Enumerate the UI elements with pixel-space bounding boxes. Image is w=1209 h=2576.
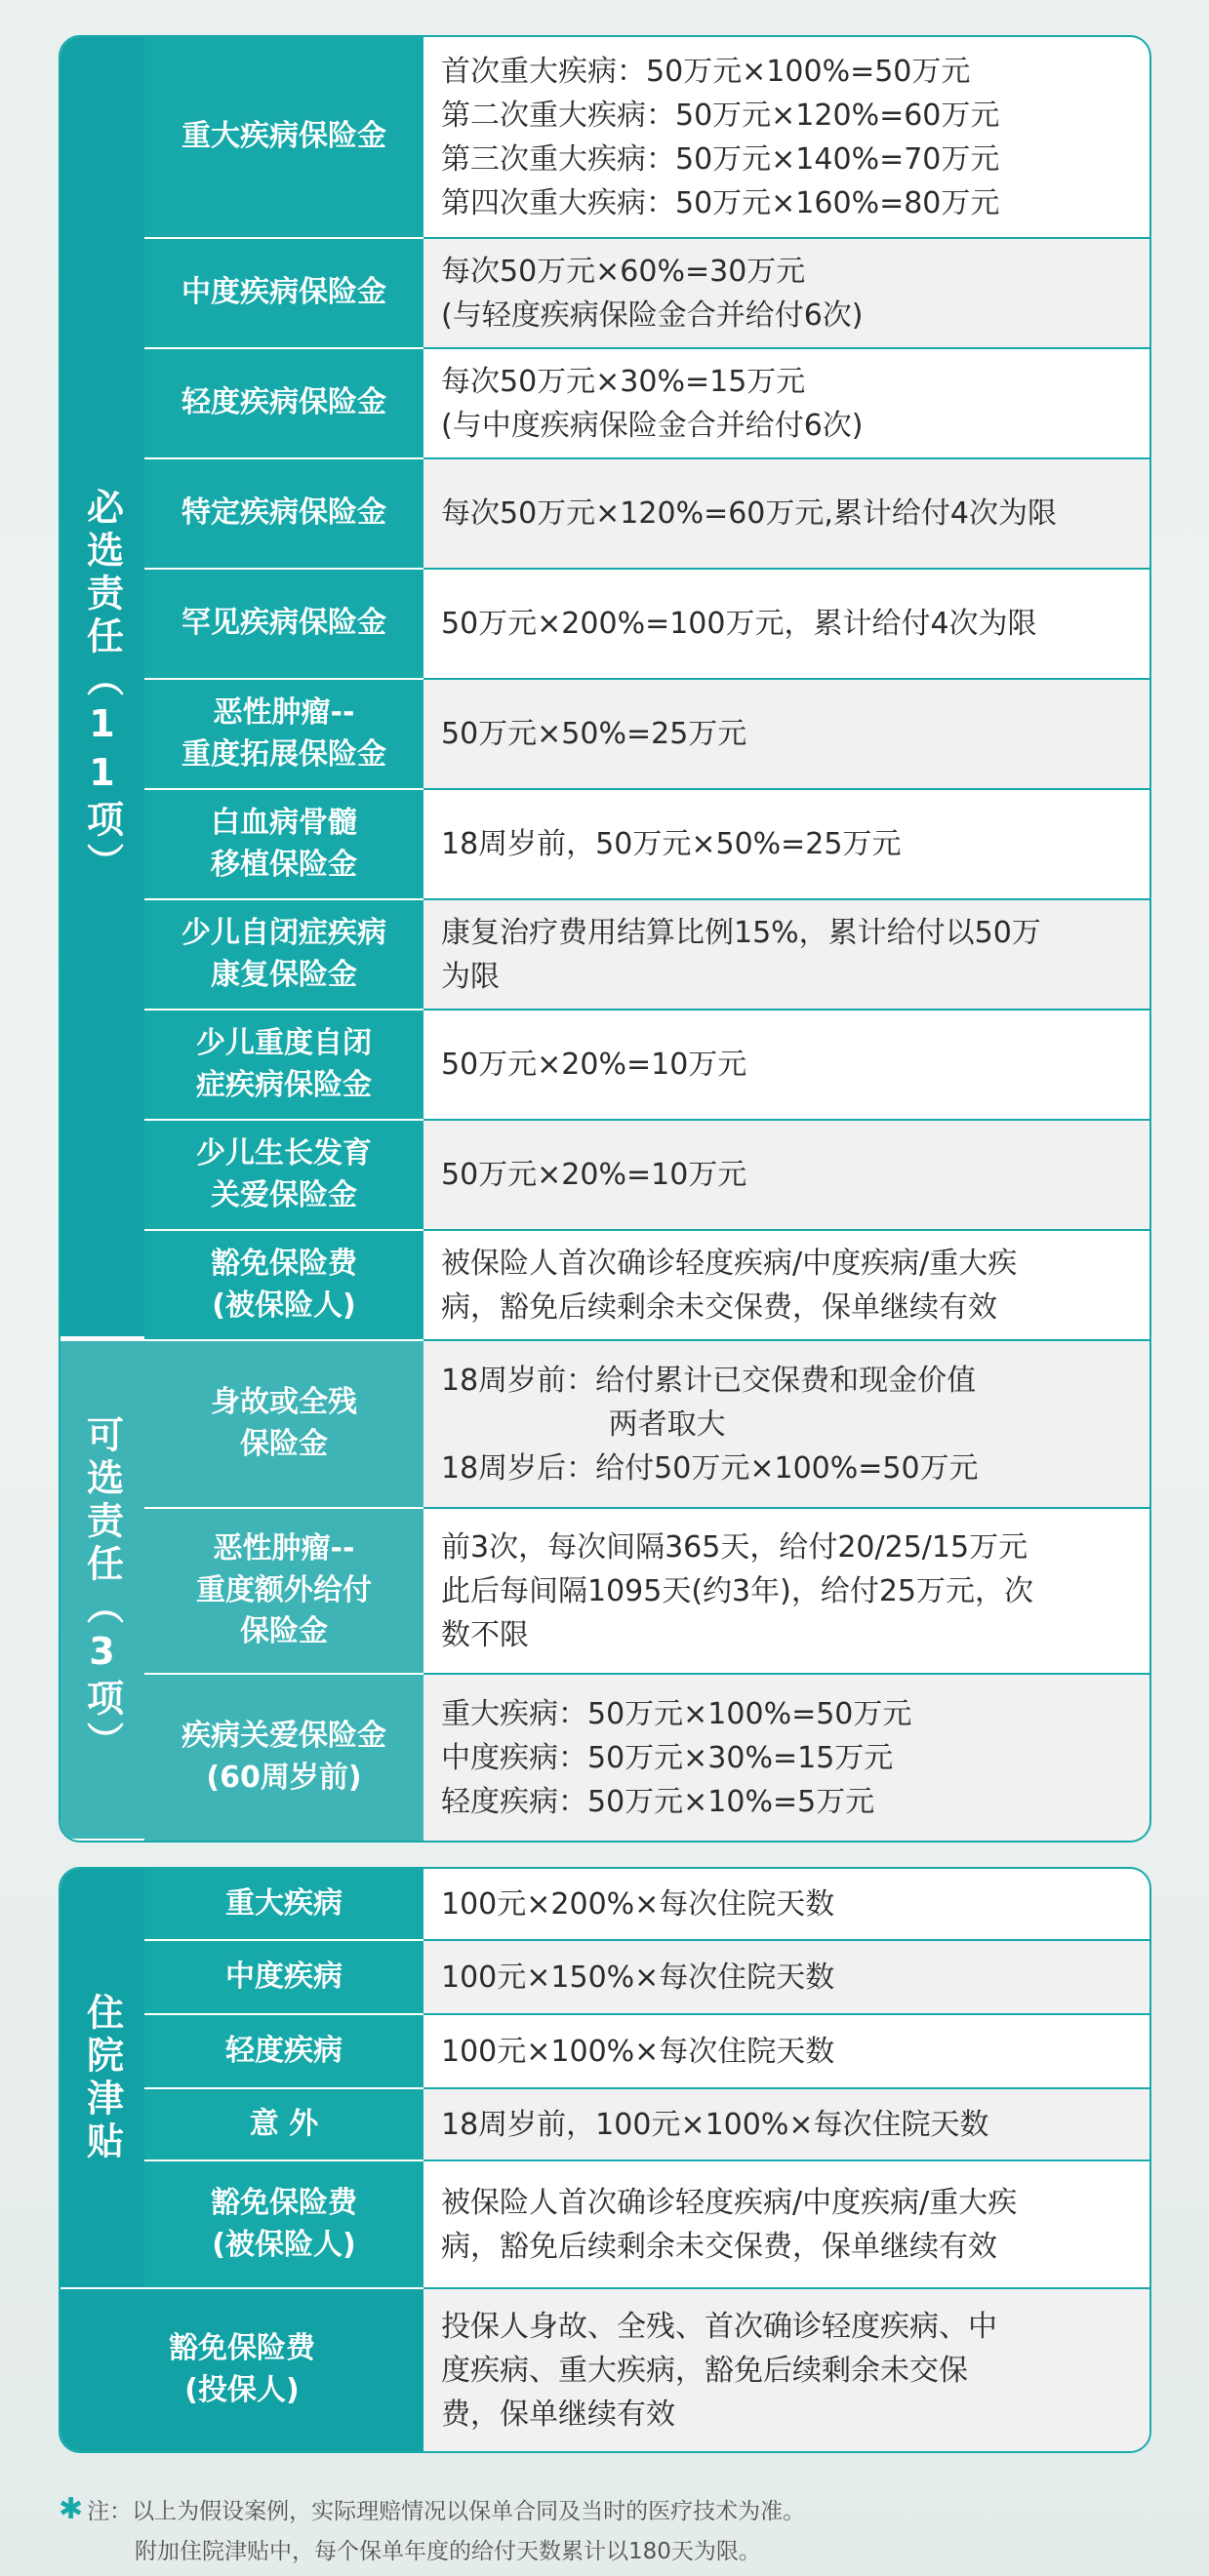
row-label: 少儿重度自闭 症疾病保险金 [144, 1011, 423, 1121]
coverage-table-main [59, 35, 1151, 1843]
row-value: 50万元×20%=10万元 [423, 1011, 1149, 1121]
row-label: 轻度疾病 [144, 2015, 423, 2089]
row-label: 豁免保险费 (被保险人) [144, 2161, 423, 2289]
row-label: 疾病关爱保险金 (60周岁前) [144, 1675, 423, 1841]
required-section-title: 必选责任（11项） [60, 37, 144, 1338]
asterisk-icon: ✱ [59, 2492, 84, 2526]
hospital-section-title: 住院津贴 [60, 1869, 144, 2289]
row-value: 前3次，每次间隔365天，给付20/25/15万元 此后每间隔1095天(约3年)，给付25万元，次 数不限 [423, 1509, 1149, 1675]
row-label: 中度疾病保险金 [144, 239, 423, 349]
footnote [59, 2485, 1151, 2570]
footnote-line-2: 附加住院津贴中，每个保单年度的给付天数累计以180天为限。 [135, 2538, 761, 2564]
row-label: 身故或全残 保险金 [144, 1341, 423, 1509]
row-value: 50万元×20%=10万元 [423, 1121, 1149, 1231]
row-value: 康复治疗费用结算比例15%，累计给付以50万 为限 [423, 900, 1149, 1011]
optional-section-title: 可选责任（3项） [60, 1341, 144, 1841]
row-value: 首次重大疾病：50万元×100%=50万元 第二次重大疾病：50万元×120%=60万元 第三次重大疾病：50万元×140%=70万元 第四次重大疾病：50万元×160%=80万元 [423, 37, 1149, 239]
footnote-line-1: 注：以上为假设案例，实际理赔情况以保单合同及当时的医疗技术为准。 [87, 2499, 806, 2524]
row-label: 中度疾病 [144, 1941, 423, 2015]
row-label: 少儿自闭症疾病 康复保险金 [144, 900, 423, 1011]
row-label: 恶性肿瘤-- 重度额外给付 保险金 [144, 1509, 423, 1675]
row-label: 少儿生长发育 关爱保险金 [144, 1121, 423, 1231]
coverage-table-hospital [59, 1867, 1151, 2453]
row-value: 50万元×50%=25万元 [423, 680, 1149, 790]
applicant-waiver-value: 投保人身故、全残、首次确诊轻度疾病、中 度疾病、重大疾病，豁免后续剩余未交保 费，保单继续有效 [423, 2289, 1149, 2451]
row-value: 100元×200%×每次住院天数 [423, 1869, 1149, 1941]
row-value: 100元×100%×每次住院天数 [423, 2015, 1149, 2089]
row-label: 罕见疾病保险金 [144, 570, 423, 680]
row-label: 特定疾病保险金 [144, 459, 423, 570]
row-label: 豁免保险费 (被保险人) [144, 1231, 423, 1341]
row-label: 意 外 [144, 2089, 423, 2161]
row-value: 18周岁前，50万元×50%=25万元 [423, 790, 1149, 900]
row-label: 恶性肿瘤-- 重度拓展保险金 [144, 680, 423, 790]
row-value: 被保险人首次确诊轻度疾病/中度疾病/重大疾 病，豁免后续剩余未交保费，保单继续有效 [423, 2161, 1149, 2289]
row-value: 被保险人首次确诊轻度疾病/中度疾病/重大疾 病，豁免后续剩余未交保费，保单继续有效 [423, 1231, 1149, 1341]
row-value: 50万元×200%=100万元，累计给付4次为限 [423, 570, 1149, 680]
row-value: 每次50万元×120%=60万元,累计给付4次为限 [423, 459, 1149, 570]
row-value: 18周岁前，100元×100%×每次住院天数 [423, 2089, 1149, 2161]
row-value: 重大疾病：50万元×100%=50万元 中度疾病：50万元×30%=15万元 轻度疾病：50万元×10%=5万元 [423, 1675, 1149, 1841]
row-label: 轻度疾病保险金 [144, 349, 423, 459]
row-label: 重大疾病保险金 [144, 37, 423, 239]
row-label: 重大疾病 [144, 1869, 423, 1941]
row-value: 每次50万元×30%=15万元 (与中度疾病保险金合并给付6次) [423, 349, 1149, 459]
row-value: 每次50万元×60%=30万元 (与轻度疾病保险金合并给付6次) [423, 239, 1149, 349]
row-value: 100元×150%×每次住院天数 [423, 1941, 1149, 2015]
row-value: 18周岁前：给付累计已交保费和现金价值 两者取大 18周岁后：给付50万元×100%=50万元 [423, 1341, 1149, 1509]
applicant-waiver-label: 豁免保险费 (投保人) [60, 2289, 423, 2451]
row-label: 白血病骨髓 移植保险金 [144, 790, 423, 900]
